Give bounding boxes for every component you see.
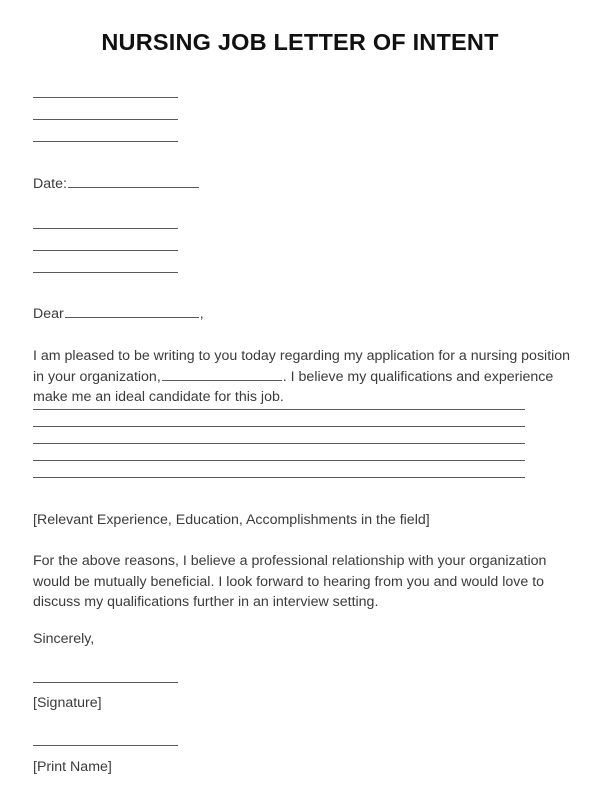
experience-instruction-note: [Relevant Experience, Education, Accomplishments in the field] — [33, 512, 430, 528]
body-paragraph-opening-part-1: I am pleased to be writing to you today regarding my application for a nursing position in your organization, — [33, 348, 571, 385]
sender-address-line-1[interactable] — [33, 97, 178, 98]
body-paragraph-closing: For the above reasons, I believe a professional relationship with your organization would be mutually beneficial. I look forward to hearing from you and would love to discuss my qualifications further in an interview setting. — [33, 553, 547, 611]
sender-address-line-2[interactable] — [33, 119, 178, 120]
experience-write-line-2[interactable] — [33, 426, 525, 427]
signature-line[interactable] — [33, 682, 178, 683]
experience-write-line-4[interactable] — [33, 460, 525, 461]
organization-name-blank[interactable] — [162, 367, 282, 381]
salutation-label: Dear — [33, 306, 64, 323]
experience-write-line-5[interactable] — [33, 477, 525, 478]
print-name-note: [Print Name] — [33, 759, 112, 775]
date-field[interactable] — [33, 174, 200, 195]
body-paragraph-opening — [33, 346, 573, 408]
experience-write-line-1[interactable] — [33, 409, 525, 410]
date-label: Date: — [33, 176, 67, 193]
date-blank[interactable] — [68, 174, 199, 188]
closing-salutation: Sincerely, — [33, 631, 95, 647]
experience-write-line-3[interactable] — [33, 443, 525, 444]
recipient-address-line-1[interactable] — [33, 228, 178, 229]
recipient-address-line-2[interactable] — [33, 250, 178, 251]
recipient-address-line-3[interactable] — [33, 272, 178, 273]
page-title: NURSING JOB LETTER OF INTENT — [101, 29, 499, 55]
salutation-comma: , — [199, 306, 204, 323]
print-name-line[interactable] — [33, 745, 178, 746]
salutation-blank[interactable] — [65, 304, 199, 318]
sender-address-line-3[interactable] — [33, 141, 178, 142]
salutation-field[interactable] — [33, 304, 204, 325]
body-paragraph-opening-part-2: . I believe my qualifications and experience make me an ideal candidate for this job. — [33, 368, 554, 406]
signature-note: [Signature] — [33, 695, 102, 711]
